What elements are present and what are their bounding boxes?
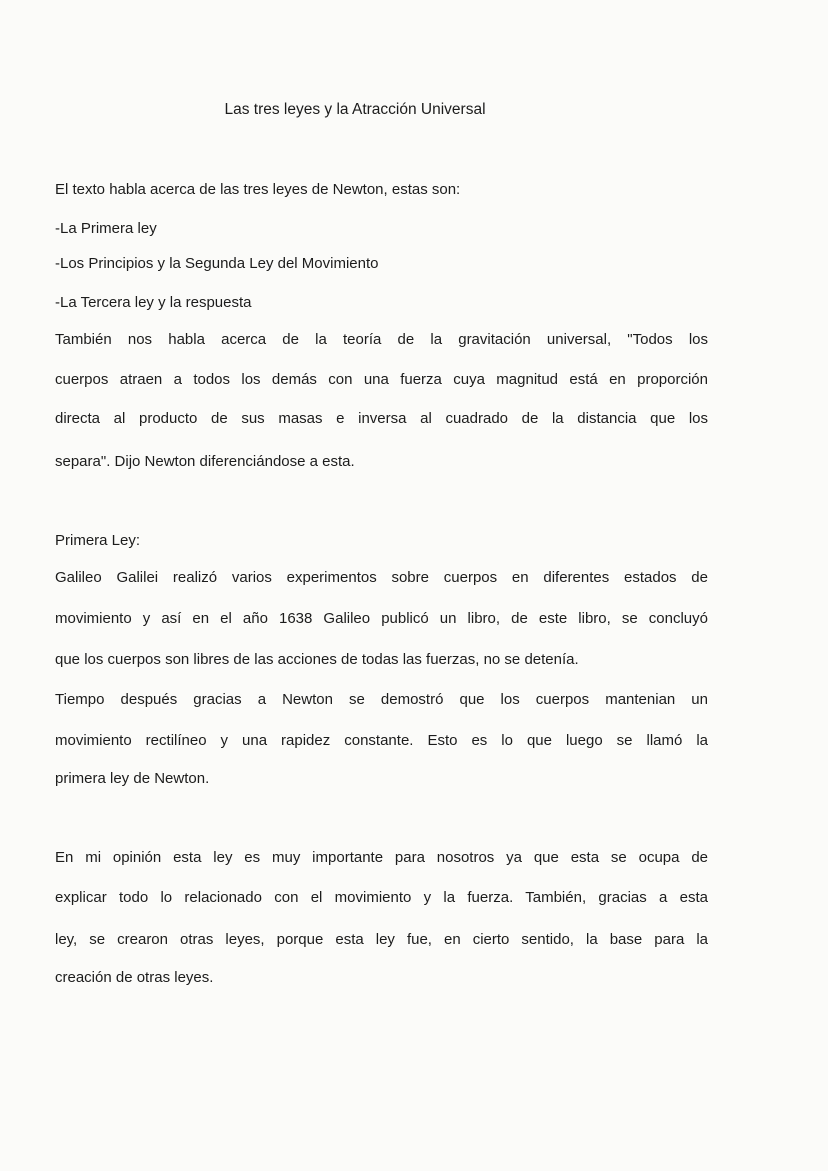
paragraph-line: movimiento rectilíneo y una rapidez constante. Esto es lo que luego se llamó la bbox=[55, 732, 708, 749]
intro-lead: El texto habla acerca de las tres leyes de Newton, estas son: bbox=[55, 181, 461, 198]
paragraph-line: En mi opinión esta ley es muy importante para nosotros ya que esta se ocupa de bbox=[55, 849, 708, 866]
paragraph-line: También nos habla acerca de la teoría de la gravitación universal, "Todos los bbox=[55, 331, 708, 348]
paragraph-line: movimiento y así en el año 1638 Galileo publicó un libro, de este libro, se concluyó bbox=[55, 610, 708, 627]
paragraph-line: directa al producto de sus masas e inversa al cuadrado de la distancia que los bbox=[55, 410, 708, 427]
list-item: -La Primera ley bbox=[55, 220, 157, 237]
paragraph-line: cuerpos atraen a todos los demás con una fuerza cuya magnitud está en proporción bbox=[55, 371, 708, 388]
paragraph-line: Galileo Galilei realizó varios experimentos sobre cuerpos en diferentes estados de bbox=[55, 569, 708, 586]
list-item: -Los Principios y la Segunda Ley del Movimiento bbox=[55, 255, 379, 272]
document-title: Las tres leyes y la Atracción Universal bbox=[224, 101, 486, 118]
paragraph-line: ley, se crearon otras leyes, porque esta ley fue, en cierto sentido, la base para la bbox=[55, 931, 708, 948]
paragraph-line: que los cuerpos son libres de las acciones de todas las fuerzas, no se detenía. bbox=[55, 651, 579, 668]
paragraph-line: Tiempo después gracias a Newton se demostró que los cuerpos mantenian un bbox=[55, 691, 708, 708]
list-item: -La Tercera ley y la respuesta bbox=[55, 294, 252, 311]
paragraph-line: separa". Dijo Newton diferenciándose a esta. bbox=[55, 453, 355, 470]
section-heading: Primera Ley: bbox=[55, 532, 141, 549]
paragraph-line: explicar todo lo relacionado con el movimiento y la fuerza. También, gracias a esta bbox=[55, 889, 708, 906]
paragraph-line: creación de otras leyes. bbox=[55, 969, 214, 986]
paragraph-line: primera ley de Newton. bbox=[55, 770, 210, 787]
